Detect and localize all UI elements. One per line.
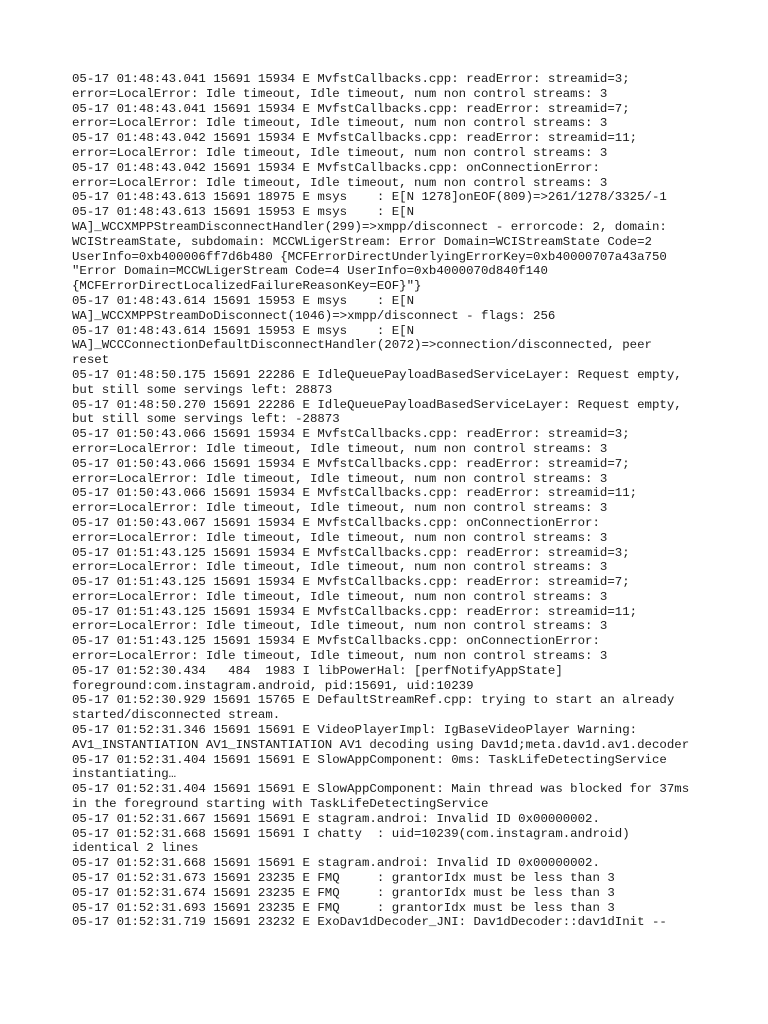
- log-line: 05-17 01:48:43.613 15691 18975 E msys : E[N 1278]onEOF(809)=>261/1278/3325/-1: [72, 190, 667, 205]
- log-line: WA]_WCCXMPPStreamDisconnectHandler(299)=>xmpp/disconnect - errorcode: 2, domain:: [72, 219, 667, 234]
- log-line: error=LocalError: Idle timeout, Idle timeout, num non control streams: 3: [72, 145, 608, 160]
- log-line: error=LocalError: Idle timeout, Idle timeout, num non control streams: 3: [72, 501, 608, 516]
- log-line: 05-17 01:51:43.125 15691 15934 E MvfstCallbacks.cpp: readError: streamid=7;: [72, 575, 630, 590]
- log-line: 05-17 01:48:43.042 15691 15934 E MvfstCallbacks.cpp: onConnectionError:: [72, 160, 600, 175]
- log-line: 05-17 01:52:31.404 15691 15691 E SlowAppComponent: 0ms: TaskLifeDetectingService: [72, 752, 667, 767]
- log-line: 05-17 01:52:30.434 484 1983 I libPowerHal: [perfNotifyAppState]: [72, 663, 563, 678]
- log-line: UserInfo=0xb400006ff7d6b480 {MCFErrorDirectUnderlyingErrorKey=0xb40000707a43a750: [72, 249, 667, 264]
- log-line: WA]_WCCXMPPStreamDoDisconnect(1046)=>xmpp/disconnect - flags: 256: [72, 308, 556, 323]
- log-line: error=LocalError: Idle timeout, Idle timeout, num non control streams: 3: [72, 86, 608, 101]
- log-line: but still some servings left: -28873: [72, 412, 340, 427]
- log-line: started/disconnected stream.: [72, 708, 281, 723]
- log-line: error=LocalError: Idle timeout, Idle timeout, num non control streams: 3: [72, 471, 608, 486]
- log-line: 05-17 01:52:31.674 15691 23235 E FMQ : grantorIdx must be less than 3: [72, 885, 615, 900]
- log-line: 05-17 01:52:31.667 15691 15691 E stagram.androi: Invalid ID 0x00000002.: [72, 811, 600, 826]
- log-line: error=LocalError: Idle timeout, Idle timeout, num non control streams: 3: [72, 530, 608, 545]
- log-line: WA]_WCCConnectionDefaultDisconnectHandler(2072)=>connection/disconnected, peer: [72, 338, 652, 353]
- log-line: identical 2 lines: [72, 841, 199, 856]
- log-line: error=LocalError: Idle timeout, Idle timeout, num non control streams: 3: [72, 441, 608, 456]
- log-line: error=LocalError: Idle timeout, Idle timeout, num non control streams: 3: [72, 560, 608, 575]
- log-line: AV1_INSTANTIATION AV1_INSTANTIATION AV1 decoding using Dav1d;meta.dav1d.av1.decoder: [72, 737, 690, 752]
- log-line: 05-17 01:48:43.614 15691 15953 E msys : E[N: [72, 293, 415, 308]
- log-line: foreground:com.instagram.android, pid:15691, uid:10239: [72, 678, 474, 693]
- log-line: 05-17 01:52:31.668 15691 15691 I chatty : uid=10239(com.instagram.android): [72, 826, 630, 841]
- log-line: instantiating…: [72, 767, 177, 782]
- log-line: 05-17 01:50:43.066 15691 15934 E MvfstCallbacks.cpp: readError: streamid=3;: [72, 427, 630, 442]
- log-line: reset: [72, 353, 110, 368]
- log-line: 05-17 01:50:43.066 15691 15934 E MvfstCallbacks.cpp: readError: streamid=7;: [72, 456, 630, 471]
- log-line: 05-17 01:50:43.066 15691 15934 E MvfstCallbacks.cpp: readError: streamid=11;: [72, 486, 638, 501]
- log-line: error=LocalError: Idle timeout, Idle timeout, num non control streams: 3: [72, 649, 608, 664]
- log-line: 05-17 01:52:31.404 15691 15691 E SlowAppComponent: Main thread was blocked for 37ms: [72, 782, 690, 797]
- log-line: 05-17 01:51:43.125 15691 15934 E MvfstCallbacks.cpp: readError: streamid=11;: [72, 604, 638, 619]
- log-line: 05-17 01:48:43.614 15691 15953 E msys : E[N: [72, 323, 415, 338]
- log-line: 05-17 01:52:31.693 15691 23235 E FMQ : grantorIdx must be less than 3: [72, 900, 615, 915]
- log-line: {MCFErrorDirectLocalizedFailureReasonKey=EOF}"}: [72, 279, 422, 294]
- log-line: error=LocalError: Idle timeout, Idle timeout, num non control streams: 3: [72, 116, 608, 131]
- log-line: 05-17 01:52:31.668 15691 15691 E stagram.androi: Invalid ID 0x00000002.: [72, 856, 600, 871]
- log-line: 05-17 01:52:31.673 15691 23235 E FMQ : grantorIdx must be less than 3: [72, 871, 615, 886]
- log-line: but still some servings left: 28873: [72, 382, 333, 397]
- log-document: [72, 72, 712, 930]
- log-line: 05-17 01:48:43.042 15691 15934 E MvfstCallbacks.cpp: readError: streamid=11;: [72, 131, 638, 146]
- log-line: 05-17 01:52:31.719 15691 23232 E ExoDav1dDecoder_JNI: Dav1dDecoder::dav1dInit --: [72, 915, 667, 930]
- log-line: 05-17 01:52:31.346 15691 15691 E VideoPlayerImpl: IgBaseVideoPlayer Warning:: [72, 723, 638, 738]
- log-line: "Error Domain=MCCWLigerStream Code=4 UserInfo=0xb4000070d840f140: [72, 264, 548, 279]
- log-line: 05-17 01:50:43.067 15691 15934 E MvfstCallbacks.cpp: onConnectionError:: [72, 515, 600, 530]
- log-line: 05-17 01:48:43.613 15691 15953 E msys : E[N: [72, 205, 415, 220]
- log-line: in the foreground starting with TaskLifeDetectingService: [72, 797, 489, 812]
- log-line: WCIStreamState, subdomain: MCCWLigerStream: Error Domain=WCIStreamState Code=2: [72, 234, 652, 249]
- log-line: 05-17 01:51:43.125 15691 15934 E MvfstCallbacks.cpp: readError: streamid=3;: [72, 545, 630, 560]
- log-line: error=LocalError: Idle timeout, Idle timeout, num non control streams: 3: [72, 589, 608, 604]
- log-line: 05-17 01:48:50.270 15691 22286 E IdleQueuePayloadBasedServiceLayer: Request empty,: [72, 397, 682, 412]
- log-line: 05-17 01:52:30.929 15691 15765 E DefaultStreamRef.cpp: trying to start an already: [72, 693, 675, 708]
- log-line: 05-17 01:48:50.175 15691 22286 E IdleQueuePayloadBasedServiceLayer: Request empty,: [72, 367, 682, 382]
- log-line: 05-17 01:51:43.125 15691 15934 E MvfstCallbacks.cpp: onConnectionError:: [72, 634, 600, 649]
- log-line: 05-17 01:48:43.041 15691 15934 E MvfstCallbacks.cpp: readError: streamid=3;: [72, 72, 630, 86]
- log-line: error=LocalError: Idle timeout, Idle timeout, num non control streams: 3: [72, 619, 608, 634]
- log-line: error=LocalError: Idle timeout, Idle timeout, num non control streams: 3: [72, 175, 608, 190]
- log-line: 05-17 01:48:43.041 15691 15934 E MvfstCallbacks.cpp: readError: streamid=7;: [72, 101, 630, 116]
